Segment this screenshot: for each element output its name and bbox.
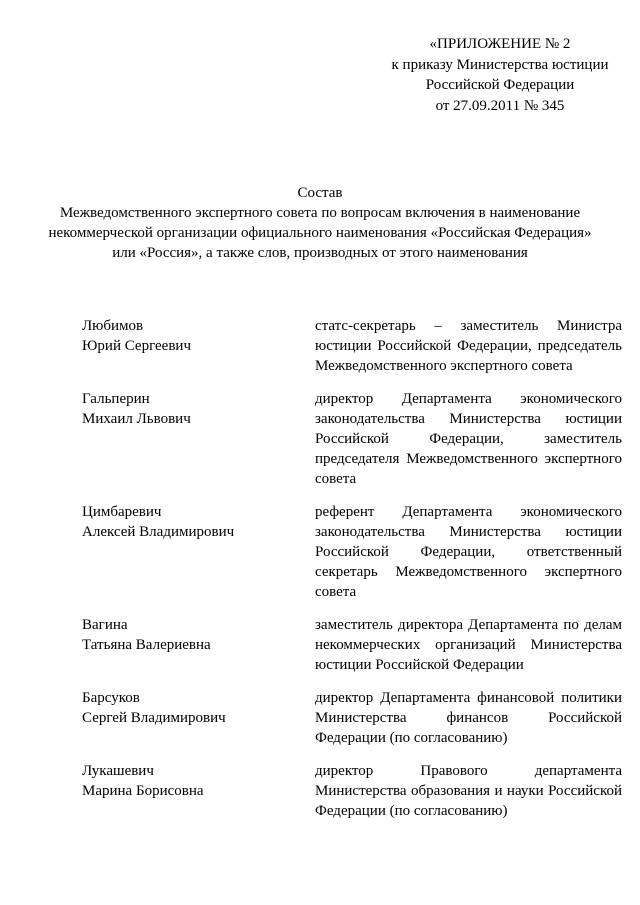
document-title-line: некоммерческой организации официального наименования «Российская Федерация» <box>48 225 592 241</box>
member-surname: Вагина <box>82 617 128 633</box>
member-surname: Барсуков <box>82 690 140 706</box>
member-row <box>82 316 622 376</box>
member-row <box>82 761 622 821</box>
appendix-header <box>374 34 626 116</box>
appendix-header-line: от 27.09.2011 № 345 <box>435 97 565 114</box>
member-row <box>82 615 622 675</box>
appendix-header-line: к приказу Министерства юстиции <box>391 56 609 73</box>
member-given-names: Сергей Владимирович <box>82 710 226 726</box>
member-row <box>82 502 622 602</box>
member-position: директор Департамента экономического законодательства Министерства юстиции Российской Федерации, заместитель председателя Межведомственного экспертного совета <box>315 391 622 487</box>
member-name <box>82 761 315 801</box>
member-surname: Лукашевич <box>82 763 154 779</box>
member-surname: Любимов <box>82 318 144 334</box>
members-list <box>82 316 622 834</box>
member-row <box>82 688 622 748</box>
member-given-names: Алексей Владимирович <box>82 524 235 540</box>
document-title-line: Состав <box>297 185 343 201</box>
member-name <box>82 502 315 542</box>
member-given-names: Марина Борисовна <box>82 783 204 799</box>
member-position: референт Департамента экономического законодательства Министерства юстиции Российской Федерации, ответственный секретарь Межведомственного экспертного совета <box>315 504 622 600</box>
member-given-names: Михаил Львович <box>82 411 191 427</box>
member-given-names: Татьяна Валериевна <box>82 637 211 653</box>
member-given-names: Юрий Сергеевич <box>82 338 191 354</box>
document-title-line: Межведомственного экспертного совета по вопросам включения в наименование <box>59 205 581 221</box>
document-title-line: или «Россия», а также слов, производных от этого наименования <box>112 245 528 261</box>
member-surname: Цимбаревич <box>82 504 162 520</box>
appendix-header-line: Российской Федерации <box>425 77 575 93</box>
member-position: статс-секретарь – заместитель Министра юстиции Российской Федерации, председатель Межведомственного экспертного совета <box>315 318 622 374</box>
member-name <box>82 688 315 728</box>
member-position: заместитель директора Департамента по делам некоммерческих организаций Министерства юстиции Российской Федерации <box>315 617 622 673</box>
member-row <box>82 389 622 489</box>
member-name <box>82 615 315 655</box>
member-position: директор Правового департамента Министерства образования и науки Российской Федерации (по согласованию) <box>315 763 622 819</box>
member-name <box>82 389 315 429</box>
member-surname: Гальперин <box>82 391 150 407</box>
member-position: директор Департамента финансовой политики Министерства финансов Российской Федерации (по согласованию) <box>315 690 622 746</box>
member-name <box>82 316 315 356</box>
document-title <box>20 183 620 263</box>
appendix-header-line: «ПРИЛОЖЕНИЕ № 2 <box>429 36 571 52</box>
